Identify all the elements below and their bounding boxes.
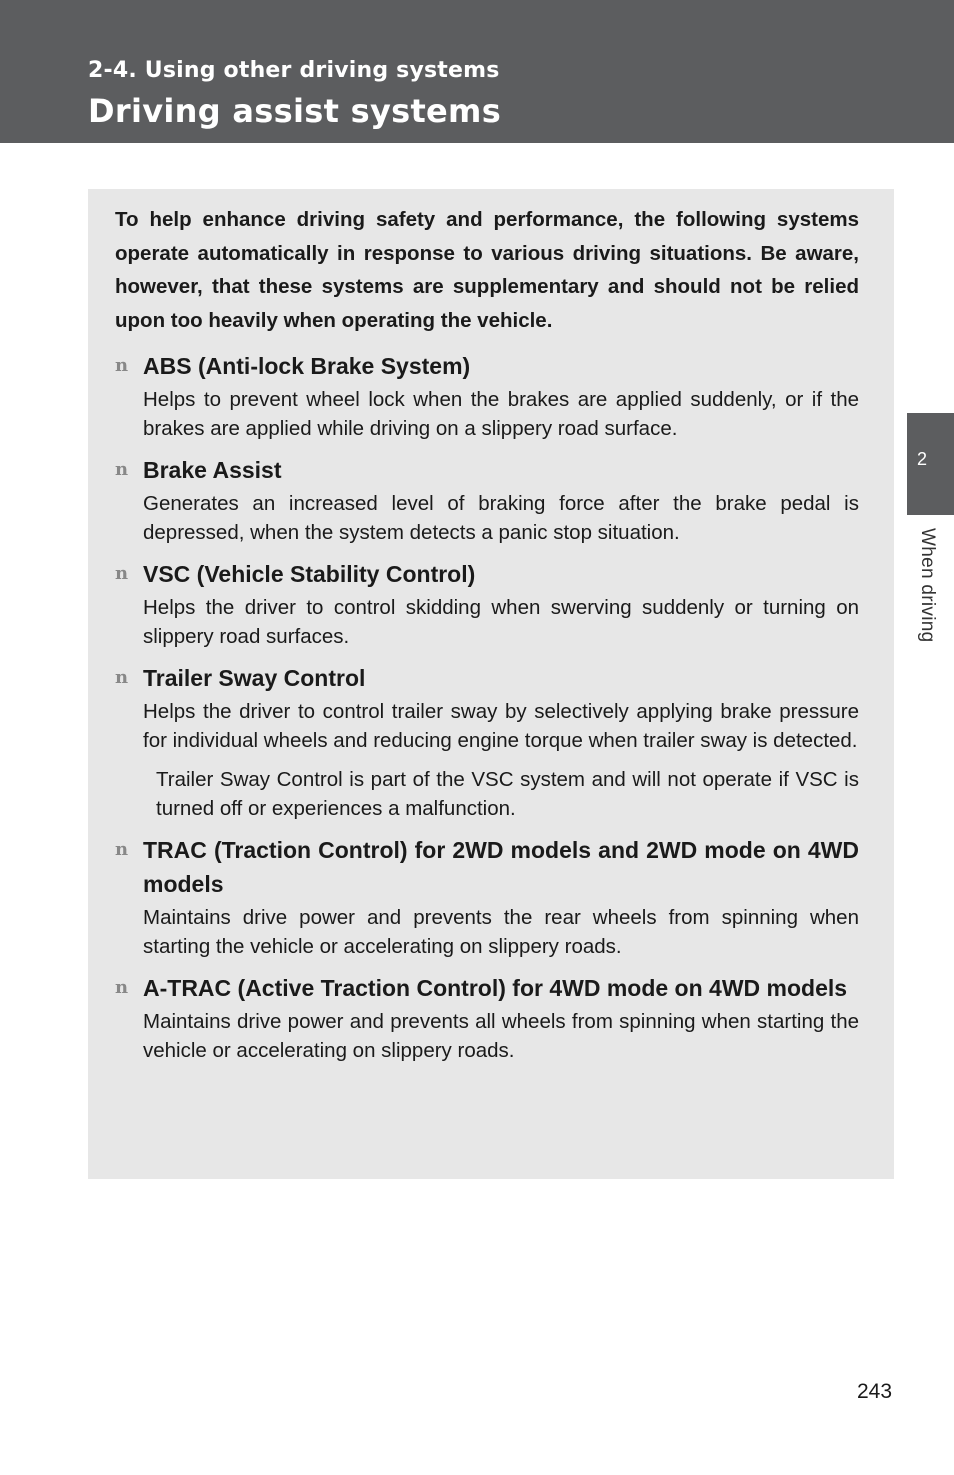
item-trailer-sway bbox=[115, 661, 859, 823]
bullet-icon: n bbox=[115, 839, 129, 860]
item-body: Helps to prevent wheel lock when the brakes are applied suddenly, or if the brakes are applied while driving on a slippery road surface. bbox=[143, 388, 859, 440]
content-panel bbox=[88, 189, 894, 1179]
item-body: Helps the driver to control skidding when swerving suddenly or turning on slippery road surfaces. bbox=[143, 596, 859, 648]
chapter-tab bbox=[907, 413, 954, 515]
bullet-icon: n bbox=[115, 667, 129, 688]
item-title: Trailer Sway Control bbox=[143, 665, 366, 691]
item-title: TRAC (Traction Control) for 2WD models and 2WD mode on 4WD models bbox=[143, 837, 859, 897]
item-title: A-TRAC (Active Traction Control) for 4WD mode on 4WD models bbox=[143, 975, 848, 1001]
bullet-icon: n bbox=[115, 355, 129, 376]
page-header bbox=[0, 0, 954, 143]
bullet-icon: n bbox=[115, 563, 129, 584]
bullet-icon: n bbox=[115, 459, 129, 480]
item-body: Generates an increased level of braking force after the brake pedal is depressed, when the system detects a panic stop situation. bbox=[143, 492, 859, 544]
item-title: ABS (Anti-lock Brake System) bbox=[143, 353, 471, 379]
section-heading: 2-4. Using other driving systems bbox=[88, 58, 500, 83]
item-body: Maintains drive power and prevents the rear wheels from spinning when starting the vehicle or accelerating on slippery roads. bbox=[143, 906, 859, 958]
bullet-icon: n bbox=[115, 977, 129, 998]
chapter-label: When driving bbox=[917, 528, 938, 643]
item-vsc bbox=[115, 557, 859, 651]
item-note: Trailer Sway Control is part of the VSC system and will not operate if VSC is turned off or experiences a malfunction. bbox=[156, 768, 859, 820]
chapter-number: 2 bbox=[917, 449, 928, 469]
item-abs bbox=[115, 349, 859, 443]
item-body: Maintains drive power and prevents all wheels from spinning when starting the vehicle or accelerating on slippery roads. bbox=[143, 1010, 859, 1062]
page-number: 243 bbox=[857, 1380, 893, 1403]
item-title: VSC (Vehicle Stability Control) bbox=[143, 561, 476, 587]
item-trac bbox=[115, 833, 859, 961]
item-title: Brake Assist bbox=[143, 457, 282, 483]
item-body: Helps the driver to control trailer sway by selectively applying brake pressure for individual wheels and reducing engine torque when trailer sway is detected. bbox=[143, 700, 859, 752]
item-a-trac bbox=[115, 971, 859, 1065]
intro-paragraph: To help enhance driving safety and performance, the following systems operate automatically in response to various driving situations. Be aware, however, that these systems are supplementary and should not be relied upon too heavily when operating the vehicle. bbox=[115, 208, 859, 332]
page-title: Driving assist systems bbox=[88, 92, 502, 130]
item-brake-assist bbox=[115, 453, 859, 547]
